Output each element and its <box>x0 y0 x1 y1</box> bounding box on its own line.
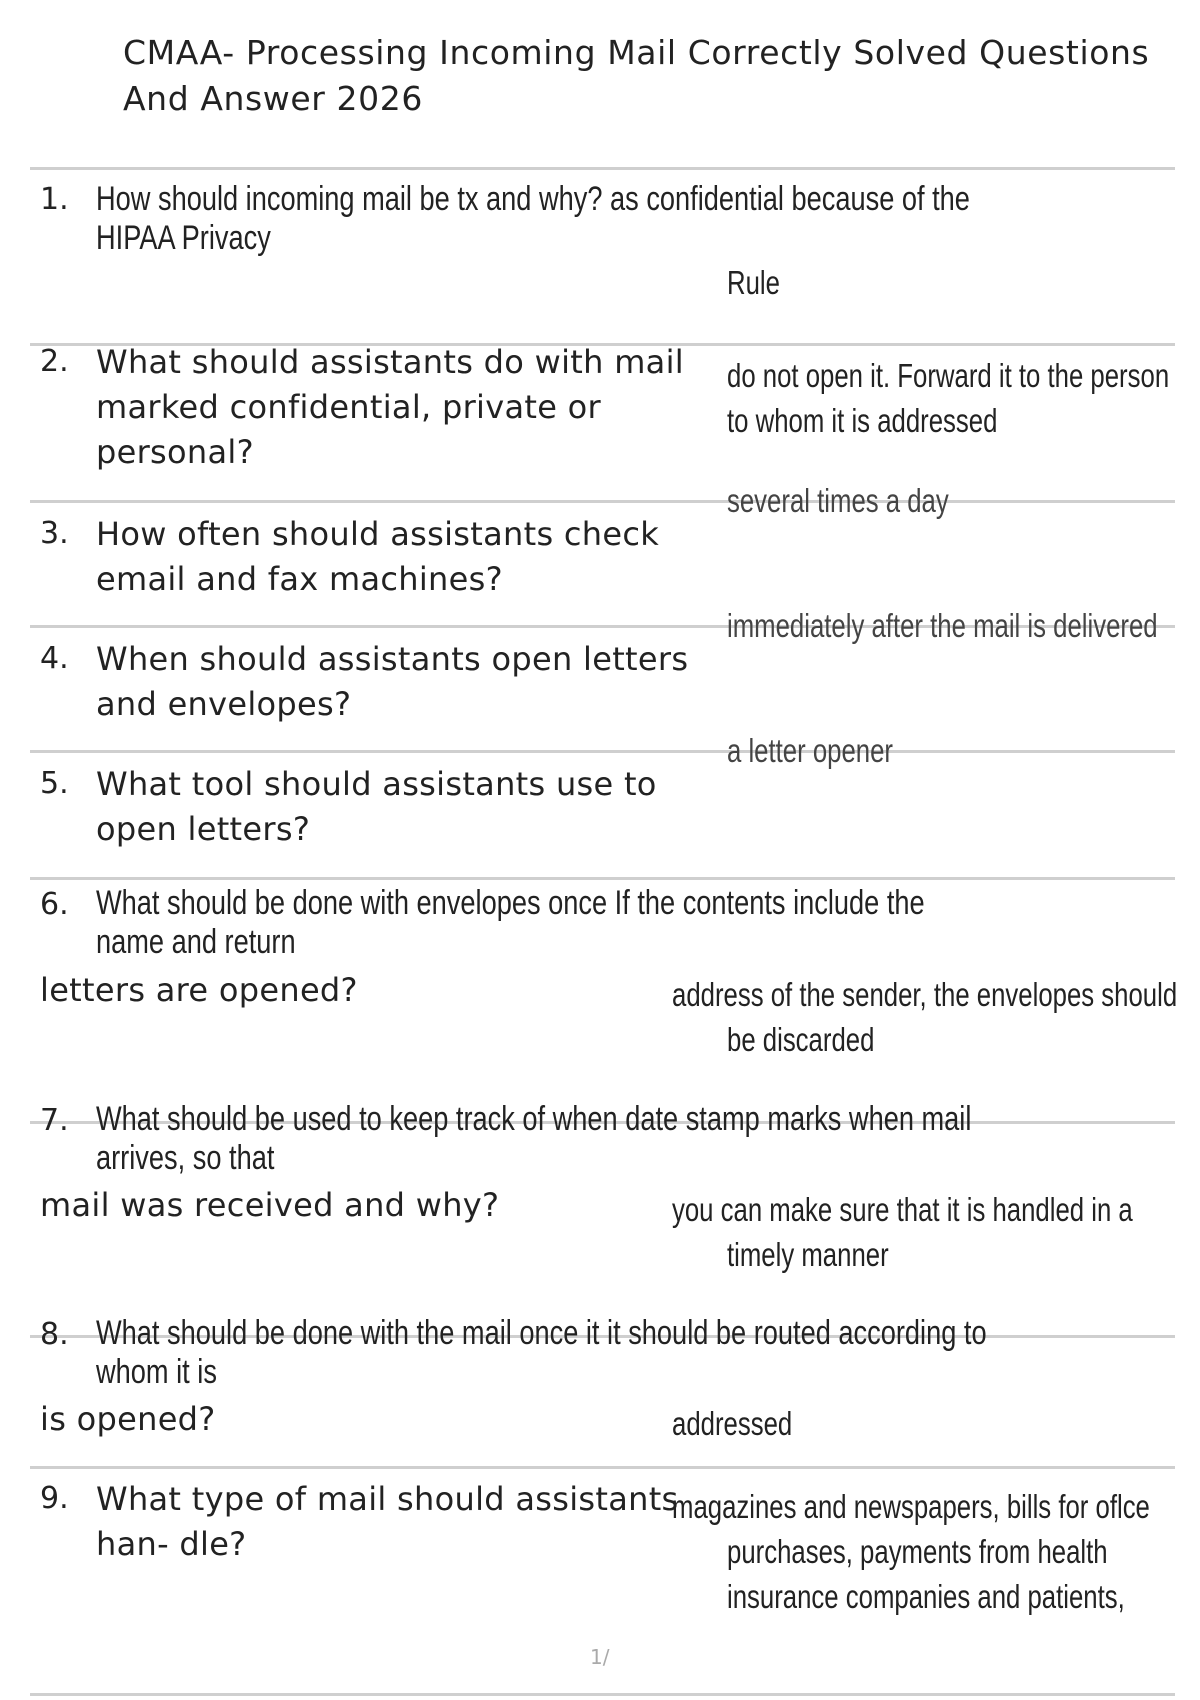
divider <box>30 1466 1175 1469</box>
item-number: 5. <box>40 766 69 801</box>
item-number: 4. <box>40 641 69 676</box>
question-text: What should be used to keep track of when date stamp marks when mail arrives, so that <box>96 1100 972 1177</box>
item-number: 2. <box>40 344 69 379</box>
document-title: CMAA- Processing Incoming Mail Correctly Solved Questions And Answer 2026 <box>123 33 1150 118</box>
answer-text: you can make sure that it is handled in a <box>672 1191 1133 1228</box>
answer-text: magazines and newspapers, bills for oflce <box>672 1488 1150 1525</box>
answer-text: be discarded <box>727 1021 875 1058</box>
question-text-continued: is opened? <box>40 1400 216 1438</box>
divider <box>30 500 1175 503</box>
question-text: What tool should assistants use to open letters? <box>96 765 657 848</box>
answer-text: Rule <box>727 264 780 301</box>
question-text: What should assistants do with mail marked confidential, private or personal? <box>96 343 684 471</box>
answer-text: do not open it. Forward it to the person <box>727 357 1170 394</box>
question-text-continued: mail was received and why? <box>40 1186 500 1224</box>
answer-text: timely manner <box>727 1236 889 1273</box>
divider <box>30 167 1175 170</box>
item-number: 7. <box>40 1103 69 1138</box>
answer-text: several times a day <box>727 482 949 519</box>
divider <box>30 750 1175 753</box>
question-text: han- dle? <box>96 1525 247 1563</box>
question-text: What should be done with envelopes once If the contents include the name and return <box>96 884 925 961</box>
answer-text: addressed <box>672 1405 793 1442</box>
answer-text: to whom it is addressed <box>727 402 998 439</box>
question-text: How should incoming mail be tx and why? as confidential because of the HIPAA Privacy <box>96 180 970 257</box>
question-text: How often should assistants check email and fax machines? <box>96 515 660 598</box>
answer-text: purchases, payments from health <box>727 1533 1108 1570</box>
page-number: 1/ <box>590 1645 610 1669</box>
item-number: 1. <box>40 182 69 217</box>
question-text: What should be done with the mail once it it should be routed according to whom it is <box>96 1314 987 1391</box>
item-number: 3. <box>40 516 69 551</box>
item-number: 9. <box>40 1481 69 1516</box>
answer-text: address of the sender, the envelopes should <box>672 976 1178 1013</box>
question-text-continued: letters are opened? <box>40 971 358 1009</box>
question-text: What type of mail should assistants <box>96 1480 679 1518</box>
divider <box>30 1693 1175 1696</box>
answer-text: insurance companies and patients, <box>727 1578 1125 1615</box>
item-number: 8. <box>40 1317 69 1352</box>
question-text: When should assistants open letters and envelopes? <box>96 640 689 723</box>
divider <box>30 877 1175 880</box>
item-number: 6. <box>40 887 69 922</box>
answer-text: immediately after the mail is delivered <box>727 607 1158 644</box>
answer-text: a letter opener <box>727 732 893 769</box>
